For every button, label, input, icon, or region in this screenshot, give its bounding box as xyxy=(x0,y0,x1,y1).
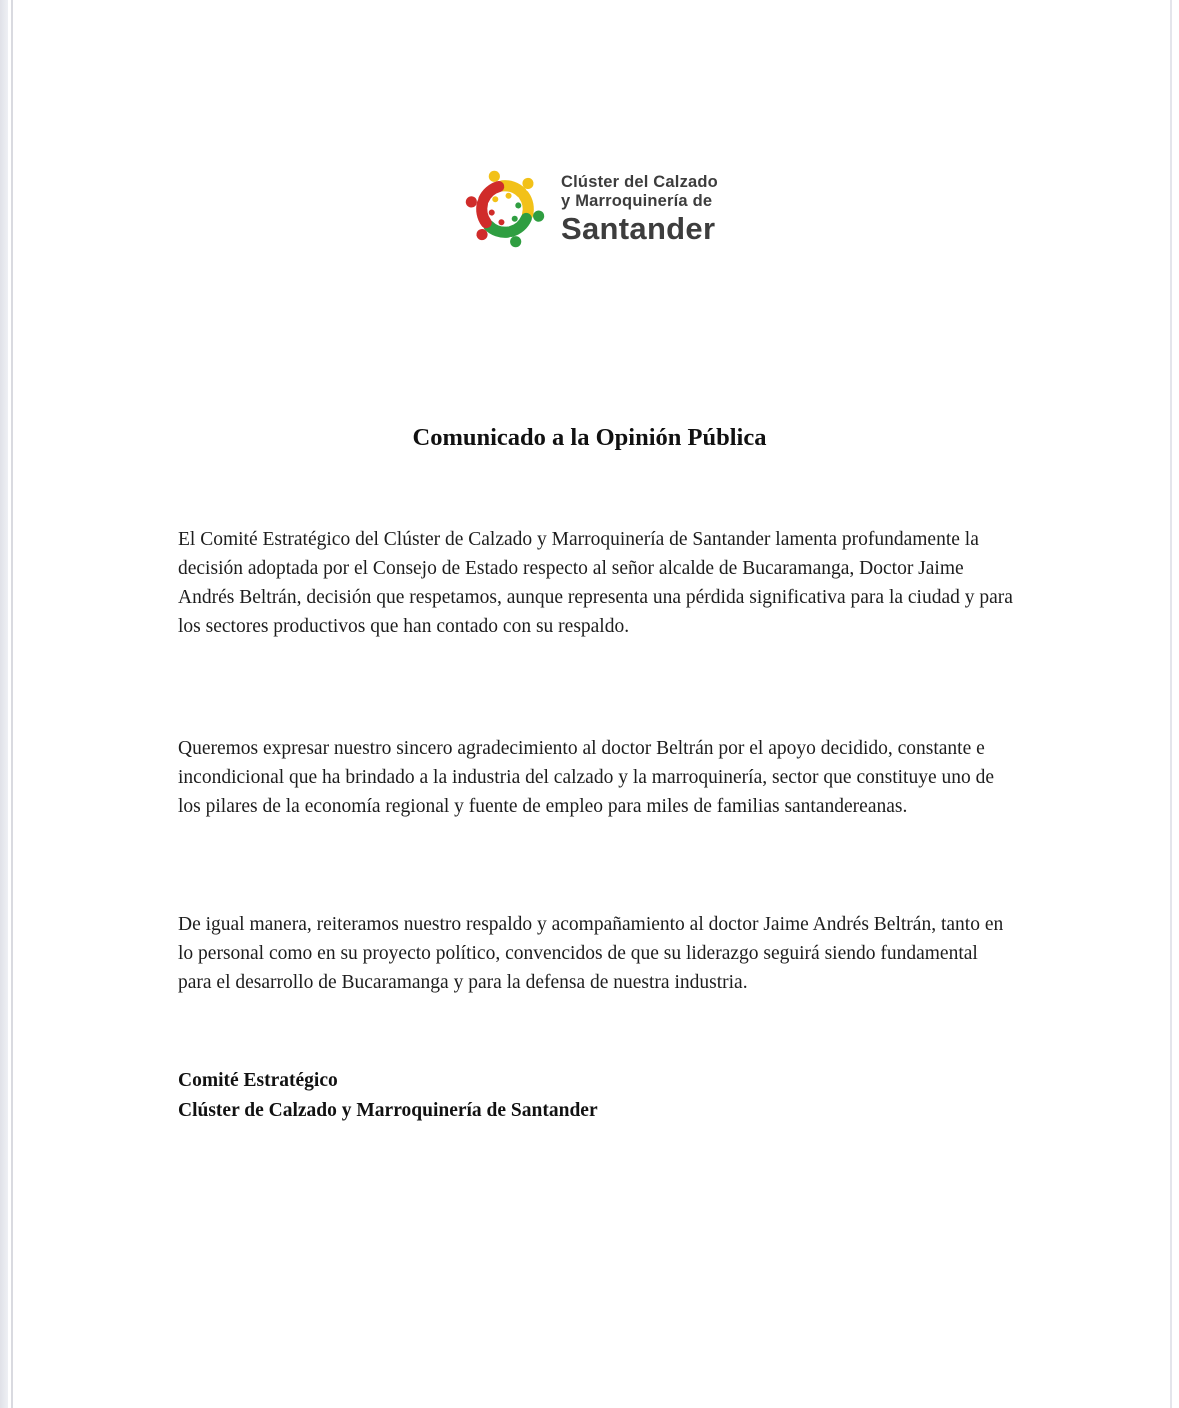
cluster-logo-icon xyxy=(461,166,549,252)
logo-line-santander: Santander xyxy=(561,211,716,246)
signature-line-2: Clúster de Calzado y Marroquinería de Santander xyxy=(178,1099,598,1121)
people-circle-icon xyxy=(461,166,549,252)
paragraph-2: Queremos expresar nuestro sincero agradecimiento al doctor Beltrán por el apoyo decidido, constante e incondicional que ha brindado a la industria del calzado y la marroquinería, sector que constituye uno de los pilares de la economía regional y fuente de empleo para miles de familias santandereanas. xyxy=(178,737,995,817)
cluster-logo-wordmark xyxy=(561,173,718,245)
paragraph-3: De igual manera, reiteramos nuestro respaldo y acompañamiento al doctor Jaime Andrés Beltrán, tanto en lo personal como en su proyecto político, convencidos de que su liderazgo seguirá siendo fundamental para el desarrollo de Bucaramanga y para la defensa de nuestra industria. xyxy=(178,913,1004,993)
logo-line-2: y Marroquinería de xyxy=(561,192,713,210)
paragraph-1: El Comité Estratégico del Clúster de Calzado y Marroquinería de Santander lamenta profundamente la decisión adoptada por el Consejo de Estado respecto al señor alcalde de Bucaramanga, Doctor Jaime Andrés Beltrán, decisión que respetamos, aunque representa una pérdida significativa para la ciudad y para los sectores productivos que han contado con su respaldo. xyxy=(178,528,1013,637)
document-title: Comunicado a la Opinión Pública xyxy=(412,424,767,452)
signature-block xyxy=(178,1066,1016,1125)
logo-line-1: Clúster del Calzado xyxy=(561,173,718,191)
cluster-logo xyxy=(0,166,1179,252)
signature-line-1: Comité Estratégico xyxy=(178,1070,338,1091)
